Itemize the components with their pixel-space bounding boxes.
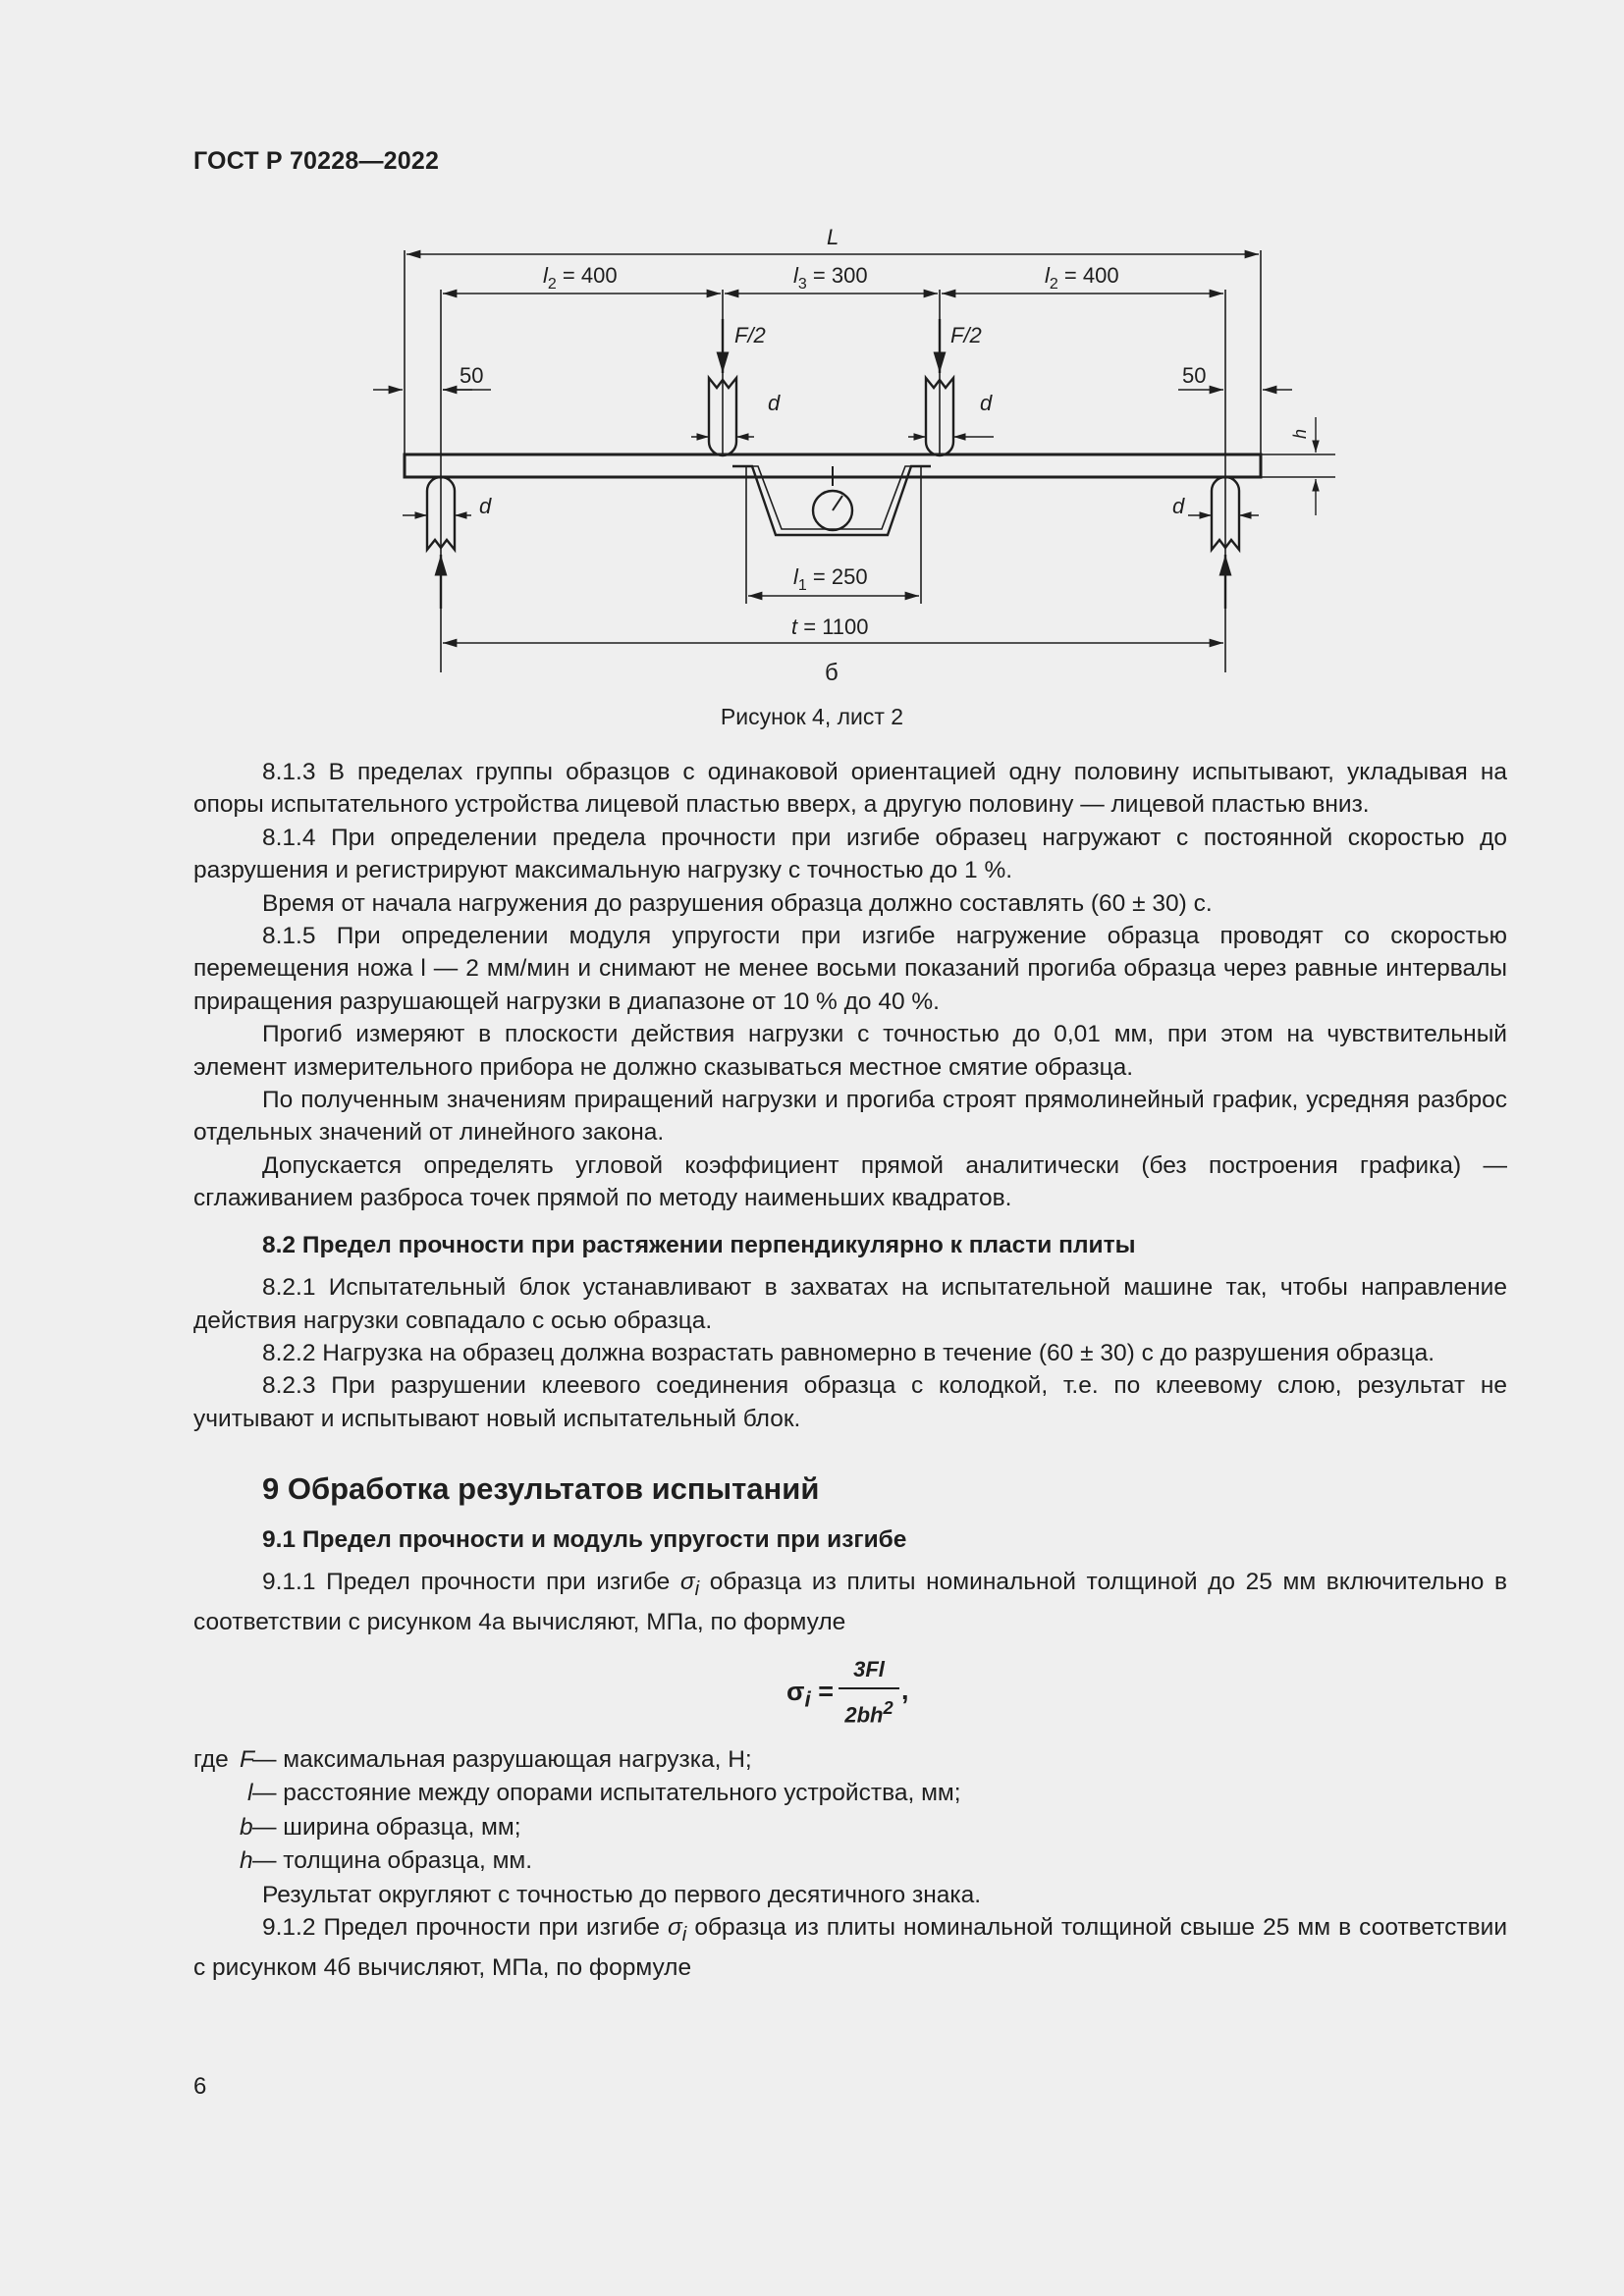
paragraph-8-1-5-deflection: Прогиб измеряют в плоскости действия нагрузки с точностью до 0,01 мм, при этом на чувствительный элемент измерительного прибора не должно сказываться местное смятие образца. [193, 1021, 1507, 1081]
label-d-upper-left: d [768, 391, 781, 415]
label-l1: $l_1 = 250$ [793, 564, 868, 594]
label-h: h [1290, 428, 1310, 439]
paragraph-9-1-1: 9.1.1 Предел прочности при изгибе $\sigma_i$ образца из плиты номинальной толщиной до 25 мм включительно в соответствии с рисунком 4а вычисляют, МПа, по формуле [193, 1568, 1508, 1636]
label-d-lower-right: d [1172, 494, 1185, 518]
figure-caption: Рисунок 4, лист 2 [720, 704, 904, 729]
formula-denominator: $2bh^2$ [844, 1697, 893, 1728]
paragraph-8-2-3: 8.2.3 При разрушении клеевого соединения образца с колодкой, т.е. по клеевому слою, результат не учитывают и испытывают новый испытательный блок. [193, 1372, 1507, 1432]
paragraph-8-1-4: 8.1.4 При определении предела прочности при изгибе образец нагружают с постоянной скоростью до разрушения и регистрируют максимальную нагрузку с точностью до 1 %. [193, 824, 1507, 884]
label-variant: б [825, 660, 839, 686]
label-l2-right: $l_2 = 400$ [1045, 263, 1119, 293]
label-d-lower-left: d [479, 494, 492, 518]
paragraph-8-1-5-graph: По полученным значениям приращений нагрузки и прогиба строят прямолинейный график, усредняя разброс отдельных значений от линейного закона. [193, 1087, 1507, 1147]
formula-lhs: $\sigma_i$ = [786, 1676, 835, 1712]
paragraph-8-1-5: 8.1.5 При определении модуля упругости при изгибе нагружение образца проводят со скоростью перемещения ножа l — 2 мм/мин и снимают не менее восьми показаний прогиба образца через равные интервалы приращения разрушающей нагрузки в диапазоне от 10 % до 40 %. [193, 923, 1507, 1015]
formula-fraction [839, 1653, 899, 1732]
variable-definitions [193, 1743, 1507, 1879]
definition-l: l — расстояние между опорами испытательного устройства, мм; [247, 1780, 961, 1807]
paragraph-rounding: Результат округляют с точностью до первого десятичного знака. [262, 1881, 982, 1908]
body-text [193, 756, 1507, 1985]
document-header: ГОСТ Р 70228—2022 [193, 147, 440, 175]
formula-bending-strength: $\sigma_i$ = $\frac{3Fl}{2bh^2}$ , [193, 1653, 1507, 1730]
label-50-left: 50 [460, 363, 484, 388]
formula-numerator: 3Fl [839, 1653, 899, 1689]
label-L: L [827, 225, 839, 249]
bending-test-diagram [0, 221, 1624, 692]
label-force-right: F/2 [950, 323, 982, 347]
paragraph-8-2-1: 8.2.1 Испытательный блок устанавливают в захватах на испытательной машине так, чтобы направление действия нагрузки совпадало с осью образца. [193, 1274, 1507, 1334]
label-l3: $l_3 = 300$ [793, 263, 868, 293]
paragraph-9-1-2: 9.1.2 Предел прочности при изгибе $\sigma_i$ образца из плиты номинальной толщиной свыше 25 мм в соответствии с рисунком 4б вычисляют, МПа, по формуле [193, 1914, 1508, 1982]
label-force-left: F/2 [734, 323, 766, 347]
label-d-upper-right: d [980, 391, 993, 415]
label-l2-left: $l_2 = 400$ [543, 263, 618, 293]
subsection-8-2-heading: 8.2 Предел прочности при растяжении перпендикулярно к пласти плиты [262, 1231, 1136, 1258]
paragraph-8-1-3: 8.1.3 В пределах группы образцов с одинаковой ориентацией одну половину испытывают, укладывая на опоры испытательного устройства лицевой пластью вверх, а другую половину — лицевой пластью вниз. [193, 759, 1507, 819]
label-t: t = 1100 [791, 614, 869, 639]
section-9-heading: 9 Обработка результатов испытаний [262, 1471, 820, 1507]
figure-4-sheet-2 [0, 221, 1624, 692]
definition-b: b — ширина образца, мм; [240, 1813, 521, 1841]
page-number: 6 [193, 2073, 207, 2100]
paragraph-8-1-4-time: Время от начала нагружения до разрушения образца должно составлять (60 ± 30) с. [262, 889, 1213, 917]
label-50-right: 50 [1182, 363, 1207, 388]
definition-h: h — толщина образца, мм. [240, 1847, 533, 1875]
definition-F: где F — максимальная разрушающая нагрузка, Н; [193, 1745, 752, 1773]
paragraph-8-2-2: 8.2.2 Нагрузка на образец должна возрастать равномерно в течение (60 ± 30) с до разрушения образца. [262, 1339, 1435, 1366]
subsection-9-1-heading: 9.1 Предел прочности и модуль упругости при изгибе [262, 1525, 907, 1553]
paragraph-8-1-5-least-squares: Допускается определять угловой коэффициент прямой аналитически (без построения графика) — сглаживанием разброса точек прямой по методу наименьших квадратов. [193, 1151, 1507, 1212]
